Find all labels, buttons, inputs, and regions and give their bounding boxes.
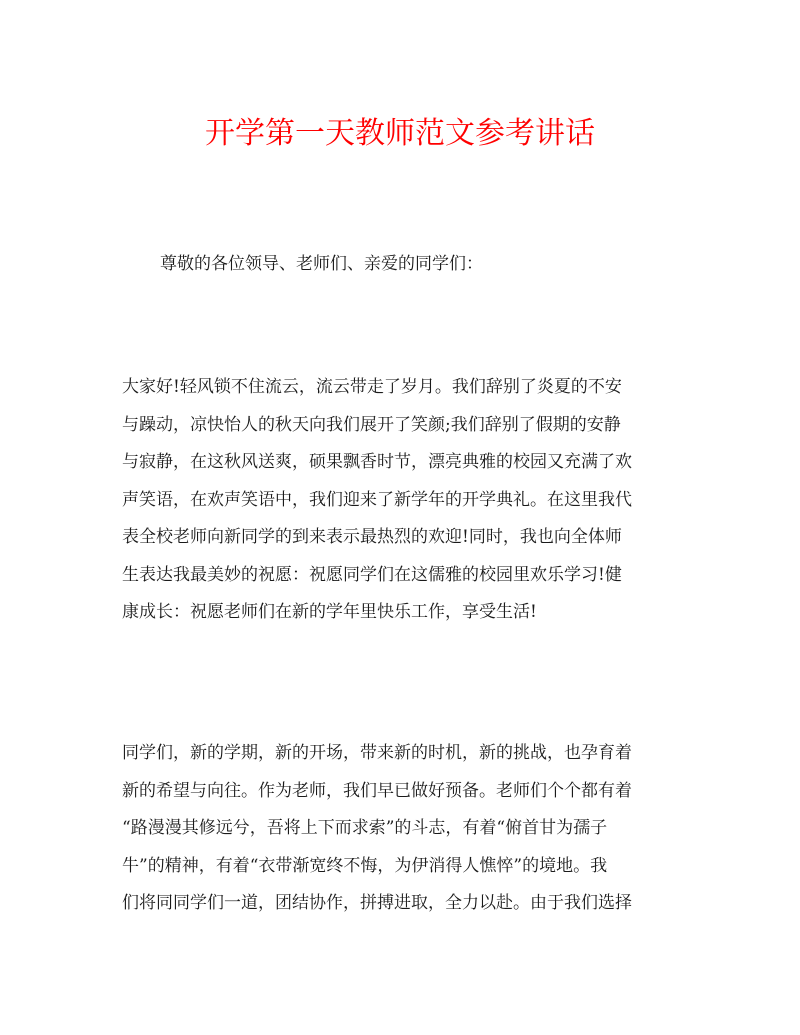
paragraph-line: 表全校老师向新同学的到来表示最热烈的欢迎!同时，我也向全体师 <box>122 527 622 547</box>
paragraph-line: 生表达我最美妙的祝愿：祝愿同学们在这儒雅的校园里欢乐学习!健 <box>122 564 622 585</box>
paragraph-line: 牛”的精神，有着“衣带渐宽终不悔，为伊消得人憔悴”的境地。我 <box>122 855 608 876</box>
paragraph-line: 同学们，新的学期，新的开场，带来新的时机，新的挑战，也孕育着 <box>122 743 632 763</box>
paragraph-line: 与躁动，凉快怡人的秋天向我们展开了笑颜;我们辞别了假期的安静 <box>122 414 621 435</box>
paragraph-1 <box>122 369 682 632</box>
document-title: 开学第一天教师范文参考讲话 <box>205 116 595 151</box>
greeting-line <box>160 246 720 284</box>
paragraph-line: 们将同同学们一道，团结协作，拼搏进取，全力以赴。由于我们选择 <box>122 893 632 913</box>
greeting-text: 尊敬的各位领导、老师们、亲爱的同学们： <box>160 254 483 274</box>
paragraph-line: 康成长：祝愿老师们在新的学年里快乐工作，享受生活! <box>122 602 537 622</box>
paragraph-2 <box>122 735 682 923</box>
paragraph-line: “路漫漫其修远兮，吾将上下而求索”的斗志，有着“俯首甘为孺子 <box>122 818 608 838</box>
paragraph-line: 新的希望与向往。作为老师，我们早已做好预备。老师们个个都有着 <box>122 780 632 801</box>
paragraph-line: 声笑语，在欢声笑语中，我们迎来了新学年的开学典礼。在这里我代 <box>122 489 632 510</box>
paragraph-line: 与寂静，在这秋风送爽，硕果飘香时节，漂亮典雅的校园又充满了欢 <box>122 452 632 472</box>
paragraph-line: 大家好!轻风锁不住流云，流云带走了岁月。我们辞别了炎夏的不安 <box>122 377 622 397</box>
